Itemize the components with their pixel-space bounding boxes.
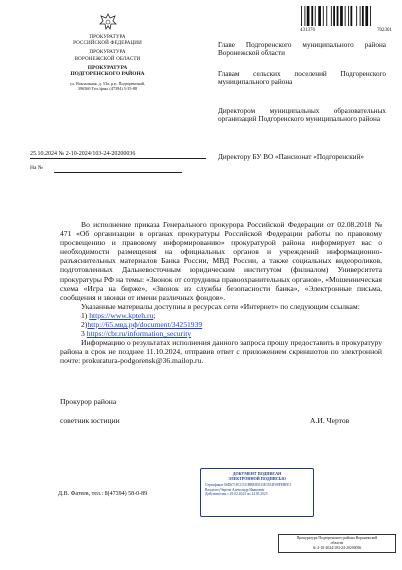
- recipient: Директором муниципальных образовательных организаций Подгоренского муниципального района: [218, 107, 386, 124]
- lh-address: 396560 Тел./факс (47394) 5-35-88: [77, 86, 138, 92]
- lh-bold-line: ПОДГОРЕНСКОГО РАЙОНА: [70, 71, 145, 78]
- recipient: Главам сельских поселений Подгоренского муниципального района: [218, 70, 386, 87]
- date-and-number: 25.10.2024 № 2-10-2024/103-24-20200036: [30, 151, 206, 159]
- emblem-icon: [98, 12, 118, 32]
- stamp-header: ДОКУМЕНТ ПОДПИСАН ЭЛЕКТРОННОЙ ПОДПИСЬЮ: [228, 471, 286, 481]
- barcode-right-number: 702301: [377, 28, 392, 33]
- lh-bold-line: ПРОКУРАТУРА: [87, 64, 128, 71]
- lh-address: ул. Вокзальная, д. 53а, р.п. Подгоренский,: [70, 80, 145, 86]
- stamp-details: [201, 481, 313, 497]
- registry-stamp: Прокуратура Подгоренского района Воронежской области № 2-10-2024/103-24-20200036: [278, 534, 396, 553]
- barcode: [300, 6, 392, 26]
- link-mvd[interactable]: http://65.мвд.рф/document/34251939: [87, 320, 203, 330]
- stamp-cert: Сертификат 06D6718CC531BB85E033E3554F08FEBFE1: [205, 483, 292, 488]
- letter-body: [60, 220, 382, 366]
- barcode-image: [300, 6, 392, 26]
- signer-name: А.И. Чертов: [310, 416, 350, 425]
- e-signature-stamp: [200, 468, 314, 517]
- barcode-numbers: [300, 28, 392, 33]
- na-label: На №: [30, 165, 44, 171]
- recipient: Главе Подгоренского муниципального района Воронежской области: [218, 41, 386, 58]
- signer-title: Прокурор района: [60, 397, 117, 406]
- executor-contact: Д.В. Фатеев, тел.: 8(47394) 58-0-89: [58, 491, 148, 497]
- body-paragraph: Указанные материалы доступны в ресурсах сети «Интернет» по следующим ссылкам:: [81, 301, 360, 311]
- body-paragraph: Во исполнение приказа Генерального прокурора Российской Федерации от 02.08.2018 № 471 «Об организации в органах прокуратуры Российской Федерации работы по правовому просвещению и правовому информированию» прокуратурой района информирует вас о необходимости размещения на официальных органов и учреждений информационно-разъяснительных материалов Банка России, МВД России, а также социальных видеороликов, подготовленных Дальневосточным юридическим институтом (филиалом) Университета прокуратуры РФ на темы: «Звонок от сотрудника правоохранительных органов», «Мошенническая схема «Игра на бирже», «Звонок из службы безопасности банка», «Электронные письма, сообщения и звонки от имени различных фондов».: [60, 220, 382, 302]
- lh-line: ПРОКУРАТУРА: [89, 34, 126, 40]
- link-cbr[interactable]: https://cbr.ru/information_security: [86, 329, 192, 339]
- link-item: 3 https://cbr.ru/information_security: [81, 329, 192, 339]
- stamp-owner: Владелец Чертов Александр Иванович: [205, 487, 265, 492]
- link-kpteh[interactable]: https://www.kpteh.ru: [89, 310, 154, 320]
- recipient: Директору БУ ВО «Пансионат «Подгоренский»: [218, 153, 365, 161]
- barcode-left-number: 431376: [300, 28, 315, 33]
- link-item: 1) https://www.kpteh.ru;: [81, 310, 156, 320]
- link-item: 2)http://65.мвд.рф/document/34251939: [81, 320, 203, 330]
- letterhead: [20, 12, 195, 91]
- lh-line: ПРОКУРАТУРА: [89, 49, 126, 56]
- stamp-validity: Действителен с 29.02.2024 по 24.05.2025: [205, 492, 268, 497]
- lh-line: ВОРОНЕЖСКОЙ ОБЛАСТИ: [74, 55, 141, 62]
- lh-line: РОССИЙСКОЙ ФЕДЕРАЦИИ: [73, 40, 142, 47]
- signer-rank: советник юстиции: [60, 416, 120, 425]
- body-paragraph: Информацию о результатах исполнения данного запроса прошу предоставить в прокуратуру района в срок не позднее 11.10.2024, отправив ответ с приложением скриншотов по электронной почте: prokuratura-podgorensk@36.mailop.ru.: [60, 338, 382, 366]
- na-blank-line: [54, 172, 182, 173]
